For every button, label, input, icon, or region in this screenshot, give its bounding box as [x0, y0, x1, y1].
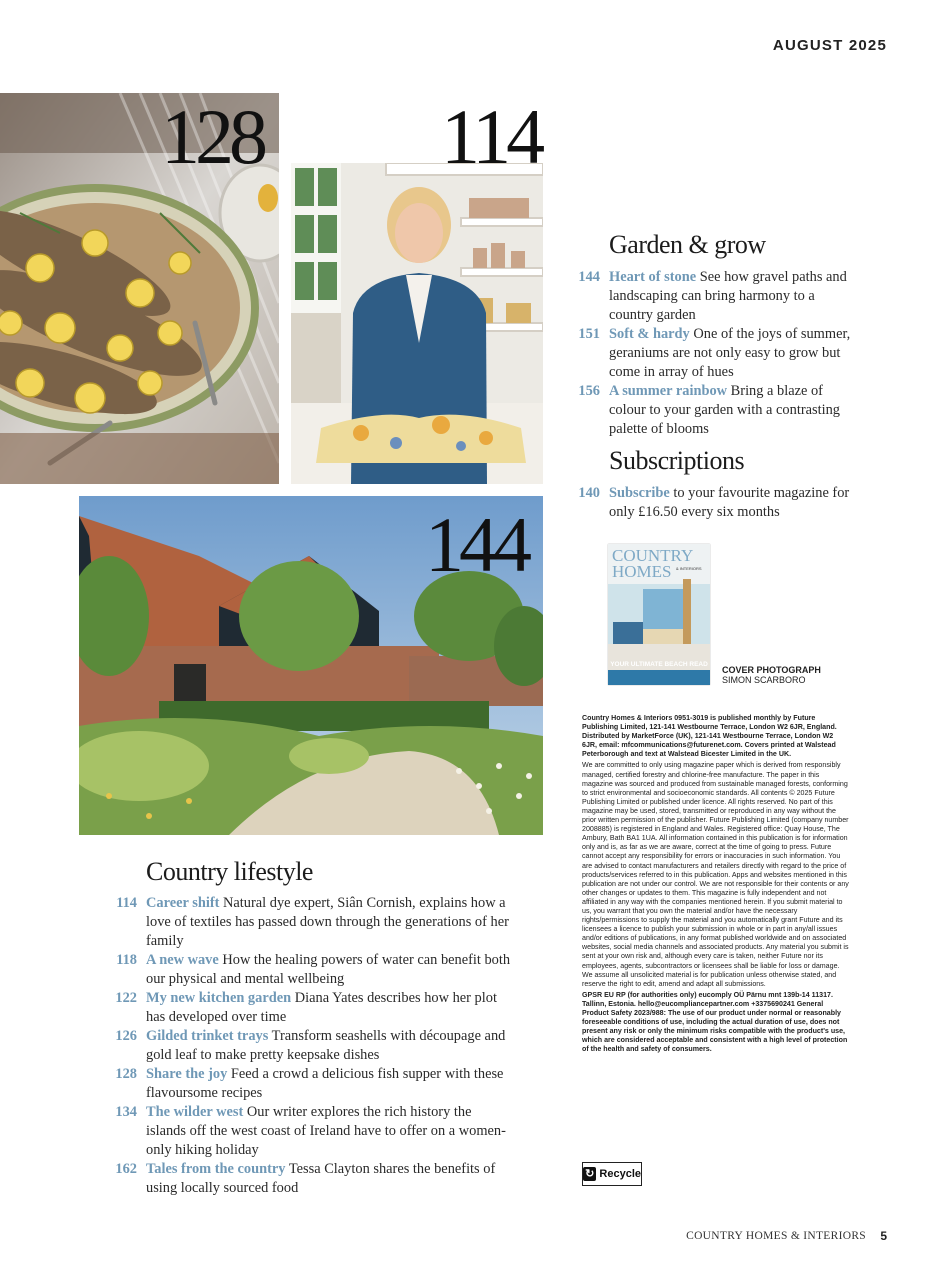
- toc-headline: A summer rainbow: [609, 383, 728, 399]
- toc-page-number: 151: [578, 326, 600, 342]
- toc-item[interactable]: [109, 1065, 515, 1103]
- toc-description: Tessa Clayton shares the benefits of using locally sourced food: [146, 1161, 496, 1196]
- fish-page-number: 128: [161, 93, 263, 180]
- toc-description: to your favourite magazine for only £16.50 every six months: [609, 485, 850, 520]
- cover-title-line2: HOMES: [612, 562, 672, 581]
- toc-item[interactable]: [109, 1027, 515, 1065]
- toc-description: See how gravel paths and landscaping can bring harmony to a country garden: [609, 269, 847, 323]
- portrait-photo: [291, 163, 543, 484]
- toc-headline: The wilder west: [146, 1104, 244, 1120]
- toc-description: Diana Yates describes how her plot has developed over time: [146, 990, 497, 1025]
- publisher-imprint: [582, 714, 850, 1056]
- toc-item[interactable]: [572, 382, 854, 439]
- toc-headline: Subscribe: [609, 485, 670, 501]
- toc-page-number: 156: [578, 383, 600, 399]
- recycle-logo: [582, 1162, 642, 1186]
- toc-description: Transform seashells with découpage and gold leaf to make pretty keepsake dishes: [146, 1028, 506, 1063]
- toc-page-number: 144: [578, 269, 600, 285]
- toc-description: One of the joys of summer, geraniums are not only easy to grow but come in array of hues: [609, 326, 851, 380]
- imprint-legal: We are committed to only using magazine paper which is derived from responsibly managed, certified forestry and chlorine-free manufacture. The paper in this magazine was sourced and produced from sustainable managed forests, conforming to strict environmental and socioeconomic standards. All contents © 2025 Future Publishing Limited or published under licence. All rights reserved. No part of this magazine may be used, stored, transmitted or reproduced in any way without the prior written permission of the publisher. Future Publishing Limited (company number 2008885) is registered in England and Wales. Registered office: Quay House, The Ambury, Bath BA1 1UA. All information contained in this publication is for information only and is, as far as we are aware, correct at the time of going to press. Future cannot accept any responsibility for errors or inaccuracies in such information. You are advised to contact manufacturers and retailers directly with regard to the price of products/services referred to in this publication. Apps and websites mentioned in this publication are not under our control. We are not responsible for their contents or any other changes or updates to them. This magazine is fully independent and not affiliated in any way with the companies mentioned herein. If you submit material to us, you warrant that you own the material and/or have the necessary rights/permissions to supply the material and you automatically grant Future and its licensees a licence to publish your submission in whole or in part in any/all issues and/or editions of publications, in any format published worldwide and on associated websites, social media channels and associated products. Any material you submit is sent at your own risk and, although every care is taken, neither Future nor its employees, agents, subcontractors or licensees shall be liable for loss or damage. We assume all unsolicited material is for publication unless otherwise stated, and reserve the right to edit, amend and adapt all submissions.: [582, 761, 849, 988]
- recycle-label: Recycle: [599, 1168, 641, 1180]
- toc-headline: Tales from the country: [146, 1161, 286, 1177]
- toc-item[interactable]: [572, 268, 854, 325]
- toc-page-number: 162: [115, 1161, 137, 1177]
- toc-item[interactable]: [109, 1160, 515, 1198]
- toc-item[interactable]: [109, 1103, 515, 1160]
- toc-page-number: 118: [116, 952, 137, 968]
- magazine-cover[interactable]: [608, 544, 710, 685]
- cover-credit: [722, 665, 821, 685]
- country-lifestyle-heading: Country lifestyle: [146, 857, 313, 886]
- portrait-page-number: 114: [441, 93, 541, 180]
- toc-headline: Heart of stone: [609, 269, 697, 285]
- garden-grow-heading: Garden & grow: [609, 230, 766, 259]
- imprint-gpsr: GPSR EU RP (for authorities only) eucomply OÜ Pärnu mnt 139b-14 11317. Tallinn, Estonia. hello@eucompliancepartner.com +3375690241 General Product Safety 2023/988: The use of our product under normal or reasonably foreseeable conditions of use, including the actual duration of use, does not present any risk or only the minimum risks compatible with the product's use, which are considered acceptable and consistent with a high level of protection of the health and safety of consumers.: [582, 990, 848, 1054]
- subscriptions-heading: Subscriptions: [609, 446, 745, 475]
- country-lifestyle-list: [109, 894, 515, 1198]
- footer-page-number: 5: [880, 1229, 887, 1243]
- toc-description: Bring a blaze of colour to your garden with a contrasting palette of blooms: [609, 383, 840, 437]
- toc-item[interactable]: [109, 989, 515, 1027]
- footer-magazine-name: COUNTRY HOMES & INTERIORS: [686, 1230, 866, 1242]
- toc-item[interactable]: [109, 894, 515, 951]
- imprint-publisher: Country Homes & Interiors 0951-3019 is published monthly by Future Publishing Limited, 121-141 Westbourne Terrace, London W2 6JR, England. Distributed by MarketForce (UK), 121-141 Westbourne Terrace, London W2 6JR, email: mfcommunications@futurenet.com. Covers printed at Walstead Peterborough and text at Walstead Bicester Limited in the UK.: [582, 714, 837, 759]
- cover-line: YOUR ULTIMATE BEACH READ: [610, 661, 708, 668]
- cover-subtitle: & INTERIORS: [676, 566, 702, 571]
- toc-page-number: 122: [115, 990, 137, 1006]
- toc-page-number: 140: [578, 485, 600, 501]
- garden-grow-list: [572, 268, 854, 439]
- toc-description: Our writer explores the rich history the islands off the west coast of Ireland have to offer on a women-only hiking holiday: [146, 1104, 506, 1158]
- toc-description: Natural dye expert, Siân Cornish, explains how a love of textiles has passed down through the generations of her family: [146, 895, 509, 949]
- toc-description: Feed a crowd a delicious fish supper with these flavoursome recipes: [146, 1066, 504, 1101]
- toc-item[interactable]: [109, 951, 515, 989]
- toc-headline: My new kitchen garden: [146, 990, 292, 1006]
- toc-page-number: 134: [115, 1104, 137, 1120]
- toc-item[interactable]: [572, 484, 854, 522]
- toc-page-number: 128: [115, 1066, 137, 1082]
- issue-date: AUGUST 2025: [772, 37, 887, 54]
- toc-page-number: 126: [115, 1028, 137, 1044]
- toc-headline: Gilded trinket trays: [146, 1028, 269, 1044]
- toc-headline: Soft & hardy: [609, 326, 690, 342]
- toc-item[interactable]: [572, 325, 854, 382]
- garden-page-number: 144: [425, 501, 527, 588]
- cover-credit-name: SIMON SCARBORO: [722, 675, 806, 685]
- toc-headline: Career shift: [146, 895, 220, 911]
- toc-headline: Share the joy: [146, 1066, 228, 1082]
- toc-description: How the healing powers of water can benefit both our physical and mental wellbeing: [146, 952, 511, 987]
- toc-headline: A new wave: [146, 952, 219, 968]
- cover-credit-label: COVER PHOTOGRAPH: [722, 665, 821, 675]
- recycle-icon: ↻: [583, 1167, 596, 1181]
- subscriptions-list: [572, 484, 854, 522]
- cover-title-line1: COUNTRY: [612, 546, 694, 565]
- toc-page-number: 114: [116, 895, 137, 911]
